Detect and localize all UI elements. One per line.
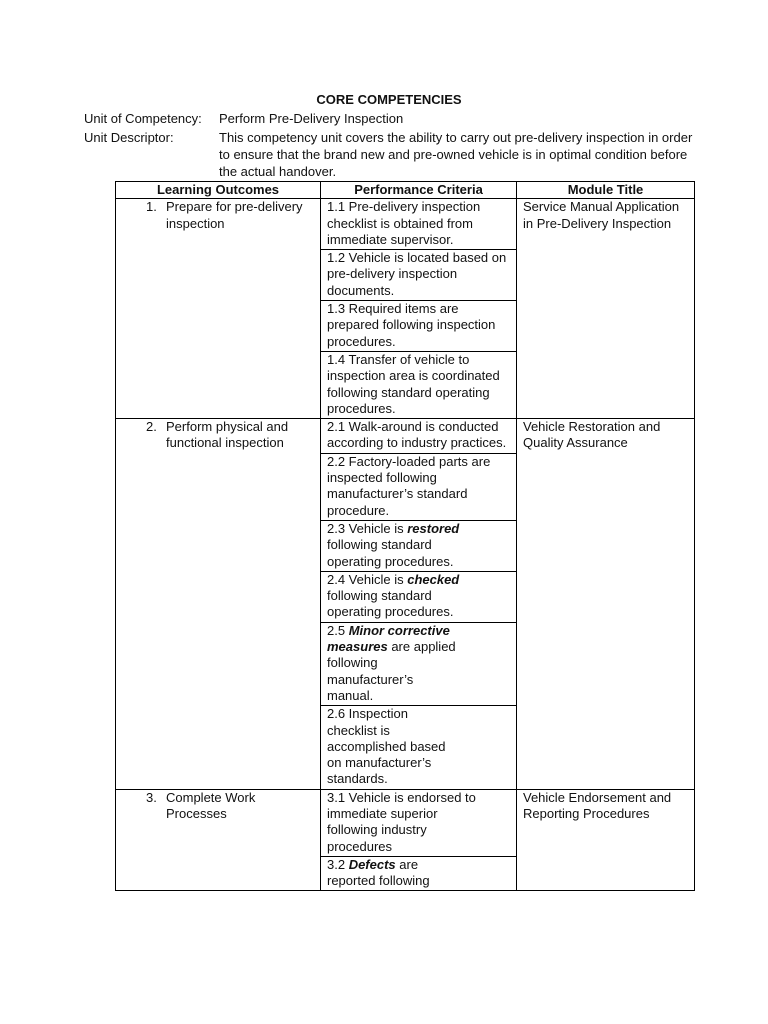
unit-descriptor-value: This competency unit covers the ability to carry out pre-delivery inspection in order to ensure that the brand new and pre-owned vehicle is in optimal condition before the actual handover. [219, 130, 693, 179]
emphasis-text: Minor corrective measures [327, 622, 450, 655]
table-header-row [116, 182, 695, 199]
unit-of-competency-label: Unit of Competency: [84, 111, 202, 126]
outcome-number: 1. [146, 199, 157, 215]
criterion-3-1: 3.1 Vehicle is endorsed to immediate superior following industry procedures [321, 789, 517, 856]
header-performance-criteria: Performance Criteria [321, 182, 517, 199]
criterion-3-2: 3.2 Defects are reported following [321, 856, 517, 891]
criterion-1-3: 1.3 Required items are prepared following inspection procedures. [321, 301, 517, 352]
emphasis-text: restored [407, 520, 460, 536]
header-learning-outcomes: Learning Outcomes [116, 182, 321, 199]
emphasis-text: Defects [348, 856, 396, 872]
learning-outcome-2 [116, 419, 321, 790]
unit-descriptor-label: Unit Descriptor: [84, 130, 174, 145]
outcome-text: Prepare for pre-delivery inspection [166, 199, 303, 231]
criterion-2-5: 2.5 Minor corrective measures are applied following manufacturer’s manual. [321, 622, 517, 705]
criterion-2-1: 2.1 Walk-around is conducted according to industry practices. [321, 419, 517, 454]
outcome-number: 2. [146, 419, 157, 435]
learning-outcome-3 [116, 789, 321, 891]
table-row [116, 419, 695, 454]
module-title-1: Service Manual Application in Pre-Delivery Inspection [517, 199, 695, 419]
learning-outcome-1 [116, 199, 321, 419]
unit-of-competency-value: Perform Pre-Delivery Inspection [219, 111, 404, 126]
competency-table [115, 181, 695, 891]
criterion-1-4: 1.4 Transfer of vehicle to inspection area is coordinated following standard operating procedures. [321, 351, 517, 418]
outcome-text: Perform physical and functional inspection [166, 419, 289, 451]
outcome-number: 3. [146, 789, 157, 805]
module-title-2: Vehicle Restoration and Quality Assurance [517, 419, 695, 790]
outcome-text: Complete Work Processes [166, 789, 256, 821]
page-title: CORE COMPETENCIES [316, 92, 462, 107]
table-row [116, 199, 695, 250]
module-title-3: Vehicle Endorsement and Reporting Procedures [517, 789, 695, 891]
criterion-2-2: 2.2 Factory-loaded parts are inspected following manufacturer’s standard procedure. [321, 453, 517, 520]
criterion-2-4: 2.4 Vehicle is checked following standard operating procedures. [321, 571, 517, 622]
header-module-title: Module Title [517, 182, 695, 199]
criterion-2-6: 2.6 Inspection checklist is accomplished based on manufacturer’s standards. [321, 706, 517, 789]
criterion-1-1: 1.1 Pre-delivery inspection checklist is obtained from immediate supervisor. [321, 199, 517, 250]
criterion-2-3: 2.3 Vehicle is restored following standard operating procedures. [321, 520, 517, 571]
emphasis-text: checked [407, 571, 460, 587]
criterion-1-2: 1.2 Vehicle is located based on pre-delivery inspection documents. [321, 250, 517, 301]
table-row [116, 789, 695, 856]
